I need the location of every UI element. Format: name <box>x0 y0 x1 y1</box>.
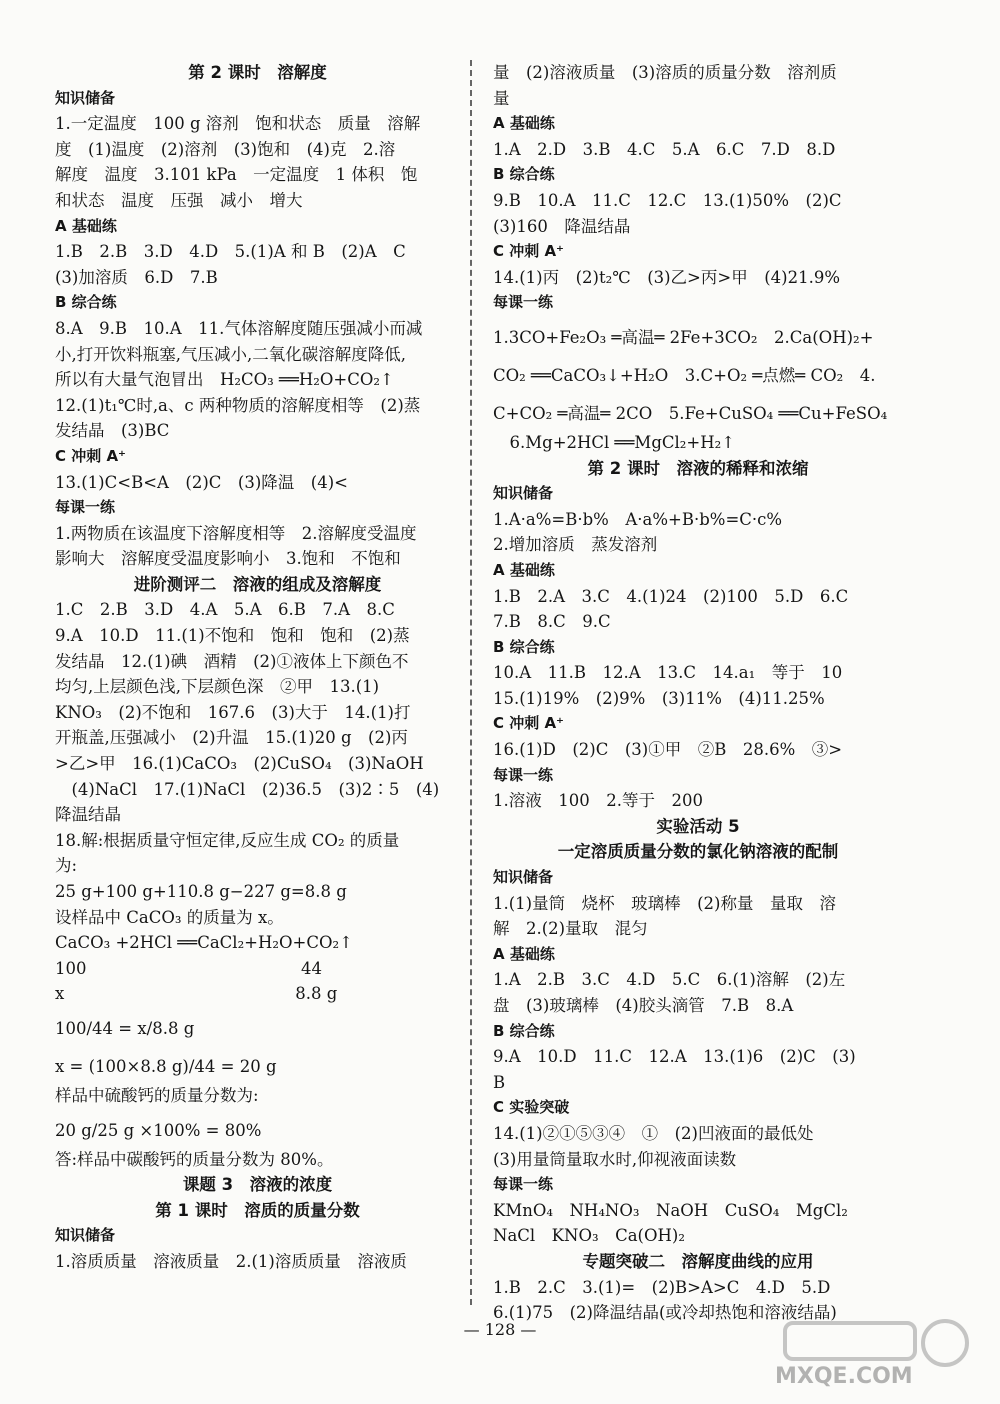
answer-line: 发结晶 12.(1)碘 酒精 (2)①液体上下颜色不 <box>55 651 409 671</box>
answer-line: >乙>甲 16.(1)CaCO₃ (2)CuSO₄ (3)NaOH <box>55 754 424 774</box>
answer-line: CaCO₃ +2HCl ══CaCl₂+H₂O+CO₂↑ <box>55 933 353 953</box>
answer-line: 影响大 溶解度受温度影响小 3.饱和 不饱和 <box>55 549 401 569</box>
answer-line: 14.(1)丙 (2)t₂℃ (3)乙>丙>甲 (4)21.9% <box>493 267 840 287</box>
subsection-label: C 冲刺 A⁺ <box>55 446 126 465</box>
answer-line: 100 44 <box>55 958 322 978</box>
right-column <box>493 60 903 1326</box>
answer-line: (3)加溶质 6.D 7.B <box>55 267 218 287</box>
answer-line: 答:样品中碳酸钙的质量分数为 80%。 <box>55 1149 334 1169</box>
subsection-label: A 基础练 <box>493 114 555 133</box>
page-number: — 128 — <box>463 1320 537 1339</box>
answer-line: 1.B 2.B 3.D 4.D 5.(1)A 和 B (2)A C <box>55 242 406 262</box>
answer-line: 15.(1)19% (2)9% (3)11% (4)11.25% <box>493 688 825 708</box>
section-heading: 第 2 课时 溶液的稀释和浓缩 <box>587 458 809 478</box>
subsection-label: B 综合练 <box>493 1021 555 1040</box>
answer-line: 1.两物质在该温度下溶解度相等 2.溶解度受温度 <box>55 523 417 543</box>
answer-line: 量 (2)溶液质量 (3)溶质的质量分数 溶剂质 <box>493 63 837 82</box>
subsection-label: 每课一练 <box>55 498 116 517</box>
answer-line: 9.A 10.D 11.C 12.A 13.(1)6 (2)C (3) <box>493 1047 856 1067</box>
formula-line: 100/44 = x/8.8 g <box>55 1018 195 1038</box>
answer-line: x 8.8 g <box>55 984 338 1004</box>
answer-line: 7.B 8.C 9.C <box>493 612 611 632</box>
subsection-label: 知识储备 <box>55 1226 116 1245</box>
answer-line: 10.A 11.B 12.A 13.C 14.a₁ 等于 10 <box>493 663 843 683</box>
answer-line: 设样品中 CaCO₃ 的质量为 x。 <box>55 907 284 927</box>
section-heading: 第 1 课时 溶质的质量分数 <box>155 1200 360 1220</box>
answer-line: 9.A 10.D 11.(1)不饱和 饱和 饱和 (2)蒸 <box>55 626 410 646</box>
answer-line: 所以有大量气泡冒出 H₂CO₃ ══H₂O+CO₂↑ <box>55 370 394 390</box>
section-heading: 课题 3 溶液的浓度 <box>182 1175 333 1195</box>
answer-line: 均匀,上层颜色浅,下层颜色深 ②甲 13.(1) <box>55 677 380 697</box>
formula-line: 1.3CO+Fe₂O₃ ═高温═ 2Fe+3CO₂ 2.Ca(OH)₂+ <box>493 327 874 347</box>
answer-line: 样品中硫酸钙的质量分数为: <box>55 1085 259 1105</box>
subsection-label: A 基础练 <box>493 560 555 579</box>
subsection-label: 知识储备 <box>493 868 554 887</box>
watermark-text: MXQE.COM <box>775 1364 913 1389</box>
subsection-label: 每课一练 <box>493 293 554 312</box>
watermark-logo <box>765 1315 980 1390</box>
formula-line: CO₂ ══CaCO₃↓+H₂O 3.C+O₂ ═点燃═ CO₂ 4. <box>493 365 876 385</box>
answer-line: 为: <box>55 856 78 876</box>
answer-line: 14.(1)②①⑤③④ ① (2)凹液面的最低处 <box>493 1123 814 1143</box>
answer-line: NaCl KNO₃ Ca(OH)₂ <box>493 1226 685 1246</box>
section-heading: 进阶测评二 溶液的组成及溶解度 <box>133 574 382 594</box>
answer-line: (4)NaCl 17.(1)NaCl (2)36.5 (3)2∶5 (4) <box>55 779 440 799</box>
column-divider <box>470 60 472 1305</box>
section-heading: 第 2 课时 溶解度 <box>188 63 327 82</box>
section-heading: 实验活动 5 <box>656 816 740 836</box>
answer-line: 2.增加溶质 蒸发溶剂 <box>493 535 658 555</box>
answer-line: 16.(1)D (2)C (3)①甲 ②B 28.6% ③> <box>493 740 843 760</box>
formula-line: x = (100×8.8 g)/44 = 20 g <box>55 1056 277 1076</box>
answer-line: (3)160 降温结晶 <box>493 216 631 236</box>
subsection-label: A 基础练 <box>55 216 117 235</box>
subsection-label: 知识储备 <box>493 484 554 503</box>
answer-line: 1.溶液 100 2.等于 200 <box>493 791 703 811</box>
answer-line: 1.溶质质量 溶液质量 2.(1)溶质质量 溶液质 <box>55 1251 407 1271</box>
answer-line: 1.A 2.D 3.B 4.C 5.A 6.C 7.D 8.D <box>493 139 836 159</box>
formula-line: C+CO₂ ═高温═ 2CO 5.Fe+CuSO₄ ══Cu+FeSO₄ <box>493 403 888 423</box>
answer-line: 1.A 2.B 3.C 4.D 5.C 6.(1)溶解 (2)左 <box>493 970 846 990</box>
subsection-label: C 冲刺 A⁺ <box>493 714 564 733</box>
answer-line: 6.(1)75 (2)降温结晶(或冷却热饱和溶液结晶) <box>493 1303 837 1323</box>
answer-line: 12.(1)t₁℃时,a、c 两种物质的溶解度相等 (2)蒸 <box>55 395 421 415</box>
answer-line: 1.一定温度 100 g 溶剂 饱和状态 质量 溶解 <box>55 114 421 134</box>
answer-line: 8.A 9.B 10.A 11.气体溶解度随压强减小而减 <box>55 318 423 338</box>
answer-line: 1.B 2.C 3.(1)= (2)B>A>C 4.D 5.D <box>493 1277 831 1297</box>
left-column <box>55 60 460 1275</box>
subsection-label: B 综合练 <box>55 293 117 312</box>
formula-line: 20 g/25 g ×100% = 80% <box>55 1120 262 1140</box>
answer-line: 解度 温度 3.101 kPa 一定温度 1 体积 饱 <box>55 165 418 185</box>
watermark-box-icon <box>785 1323 915 1359</box>
answer-line: 度 (1)温度 (2)溶剂 (3)饱和 (4)克 2.溶 <box>55 139 396 159</box>
answer-line: B <box>493 1072 506 1092</box>
answer-line: KNO₃ (2)不饱和 167.6 (3)大于 14.(1)打 <box>55 702 411 722</box>
subsection-label: A 基础练 <box>493 944 555 963</box>
answer-line: 解 2.(2)量取 混匀 <box>493 919 648 939</box>
answer-line: (3)用量筒量取水时,仰视液面读数 <box>493 1149 737 1169</box>
section-heading: 一定溶质质量分数的氯化钠溶液的配制 <box>557 842 839 862</box>
answer-line: 小,打开饮料瓶塞,气压减小,二氧化碳溶解度降低, <box>55 344 406 364</box>
watermark-circle-icon <box>923 1321 967 1365</box>
subsection-label: C 实验突破 <box>493 1098 570 1117</box>
answer-line: 1.B 2.A 3.C 4.(1)24 (2)100 5.D 6.C <box>493 586 849 606</box>
answer-line: 6.Mg+2HCl ══MgCl₂+H₂↑ <box>493 432 736 452</box>
section-heading: 专题突破二 溶解度曲线的应用 <box>582 1251 814 1271</box>
subsection-label: 知识储备 <box>55 88 116 107</box>
answer-line: 量 <box>493 88 510 108</box>
answer-line: 和状态 温度 压强 减小 增大 <box>55 190 303 210</box>
answer-line: 降温结晶 <box>55 805 121 825</box>
subsection-label: 每课一练 <box>493 1175 554 1194</box>
subsection-label: B 综合练 <box>493 165 555 184</box>
answer-line: 开瓶盖,压强减小 (2)升温 15.(1)20 g (2)丙 <box>55 728 408 748</box>
answer-line: 1.C 2.B 3.D 4.A 5.A 6.B 7.A 8.C <box>55 600 395 620</box>
answer-line: KMnO₄ NH₄NO₃ NaOH CuSO₄ MgCl₂ <box>493 1200 848 1220</box>
answer-line: 发结晶 (3)BC <box>55 421 170 441</box>
subsection-label: C 冲刺 A⁺ <box>493 242 564 261</box>
subsection-label: 每课一练 <box>493 765 554 784</box>
subsection-label: B 综合练 <box>493 637 555 656</box>
answer-line: 盘 (3)玻璃棒 (4)胶头滴管 7.B 8.A <box>493 996 794 1015</box>
answer-line: 1.A·a%=B·b% A·a%+B·b%=C·c% <box>493 509 783 529</box>
answer-line: 18.解:根据质量守恒定律,反应生成 CO₂ 的质量 <box>55 830 400 850</box>
answer-line: 1.(1)量筒 烧杯 玻璃棒 (2)称量 量取 溶 <box>493 893 836 913</box>
answer-line: 25 g+100 g+110.8 g−227 g=8.8 g <box>55 882 347 901</box>
answer-line: 9.B 10.A 11.C 12.C 13.(1)50% (2)C <box>493 190 842 210</box>
answer-line: 13.(1)C<B<A (2)C (3)降温 (4)< <box>55 472 348 492</box>
